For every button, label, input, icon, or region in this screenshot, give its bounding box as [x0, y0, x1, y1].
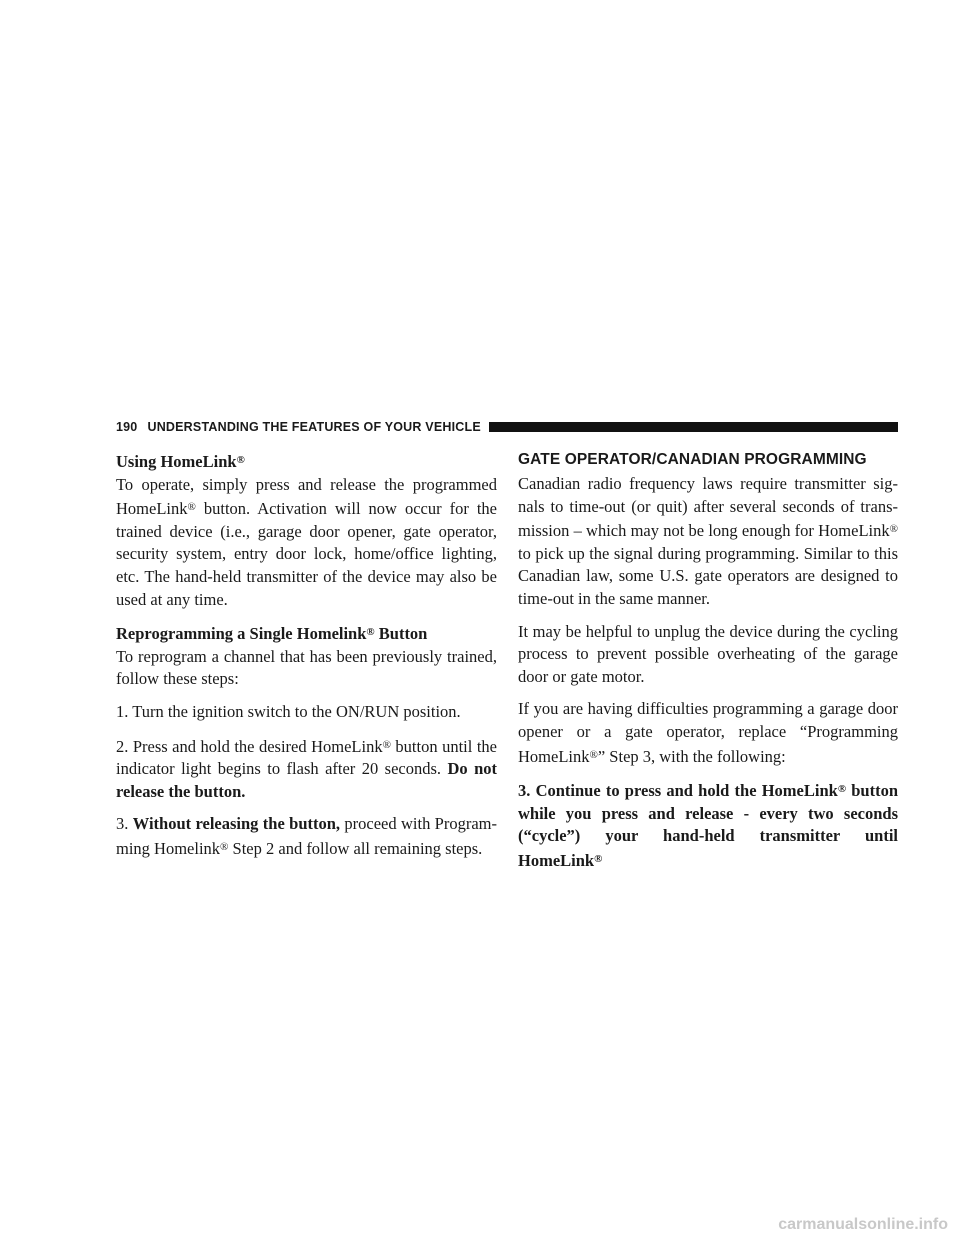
canadian-laws-paragraph: Canadian radio frequency laws require transmitter sig- nals to time-out (or quit) after several seconds of trans- mission – which may not be long enough for HomeLink® to pick up the signal during programming. Similar to this Canadian law, some U.S. gate operators are designed to time-out in the same manner.: [518, 474, 898, 608]
step-2: 2. Press and hold the desired HomeLink® button until the indicator light begins to flash after 20 seconds. Do not release the button.: [116, 736, 497, 801]
replacement-step-3: 3. Continue to press and hold the HomeLink® button while you press and release - every two seconds (“cycle”) your hand-held transmitter until HomeLink®: [518, 781, 898, 870]
difficulties-paragraph: If you are having difficulties programming a garage door opener or a gate operator, replace “Programming HomeLink®” Step 3, with the following:: [518, 699, 898, 766]
header-rule: [489, 422, 898, 432]
page-header: [116, 416, 898, 438]
section-title: UNDERSTANDING THE FEATURES OF YOUR VEHICLE: [147, 420, 481, 434]
reprogramming-heading: Reprogramming a Single Homelink® Button: [116, 624, 428, 644]
watermark: carmanualsonline.info: [778, 1216, 948, 1233]
using-homelink-heading: Using HomeLink®: [116, 452, 245, 471]
step-1: 1. Turn the ignition switch to the ON/RUN position.: [116, 701, 461, 721]
reprogramming-intro: To reprogram a channel that has been previously trained, follow these steps:: [116, 646, 497, 689]
using-homelink-paragraph: To operate, simply press and release the programmed HomeLink® button. Activation will now occur for the trained device (i.e., garage door opener, gate operator, security system, entry door lock, home/office lighting, etc. The hand-held transmitter of the device may also be used at any time.: [116, 474, 497, 609]
right-column: [518, 449, 898, 883]
page-number: 190: [116, 420, 138, 434]
unplug-paragraph: It may be helpful to unplug the device during the cycling process to prevent possible overheating of the garage door or gate motor.: [518, 621, 898, 686]
left-column: [116, 449, 497, 871]
gate-operator-heading: GATE OPERATOR/CANADIAN PROGRAMMING: [518, 451, 867, 468]
step-3: 3. Without releasing the button, proceed with Program- ming Homelink® Step 2 and follow all remaining steps.: [116, 814, 497, 858]
